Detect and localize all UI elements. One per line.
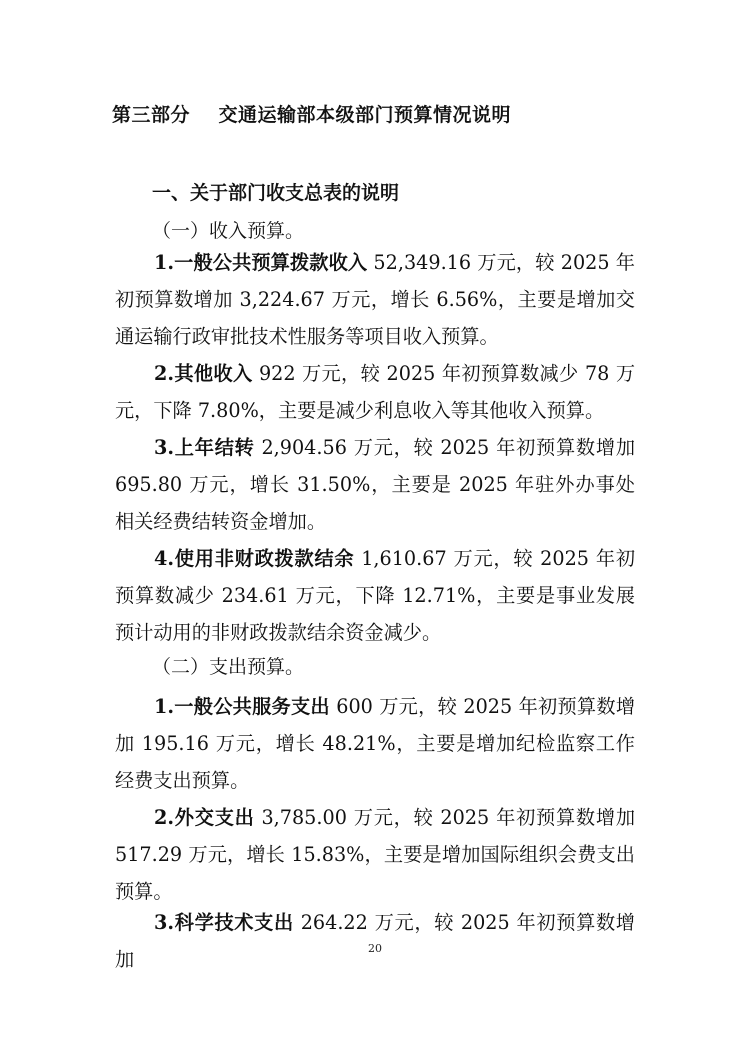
expense-paragraph-2 xyxy=(115,799,635,910)
income-item-2-lead: 2.其他收入 xyxy=(154,362,253,385)
income-item-1-lead: 1.一般公共预算拨款收入 xyxy=(154,251,368,274)
expense-item-1-body: 600 万元，较 2025 年初预算数增加 195.16 万元，增长 48.21%，主要是增加纪检监察工作经费支出预算。 xyxy=(115,695,636,792)
expense-item-3-body: 264.22 万元，较 2025 年初预算数增加 xyxy=(115,911,635,971)
income-paragraph-2 xyxy=(115,355,635,429)
income-item-2-body: 922 万元，较 2025 年初预算数减少 78 万元，下降 7.80%，主要是减少利息收入等其他收入预算。 xyxy=(115,362,636,422)
expense-item-2-body: 3,785.00 万元，较 2025 年初预算数增加 517.29 万元，增长 15.83%，主要是增加国际组织会费支出预算。 xyxy=(115,806,636,903)
income-item-3-body: 2,904.56 万元，较 2025 年初预算数增加 695.80 万元，增长 31.50%，主要是 2025 年驻外办事处相关经费结转资金增加。 xyxy=(115,436,636,533)
expense-item-2-lead: 2.外交支出 xyxy=(154,806,255,829)
income-item-1-body: 52,349.16 万元，较 2025 年初预算数增加 3,224.67 万元，增长 6.56%，主要是增加交通运输行政审批技术性服务等项目收入预算。 xyxy=(115,251,635,348)
income-paragraph-1 xyxy=(115,244,635,355)
expense-paragraph-3 xyxy=(115,904,635,978)
expense-item-3-lead: 3.科学技术支出 xyxy=(154,911,294,934)
expense-item-1-lead: 1.一般公共服务支出 xyxy=(154,695,330,718)
income-heading: （一）收入预算。 xyxy=(152,220,305,242)
section-heading: 一、关于部门收支总表的说明 xyxy=(152,182,400,204)
income-item-4-lead: 4.使用非财政拨款结余 xyxy=(154,547,355,570)
income-paragraph-4 xyxy=(115,540,635,651)
expense-heading: （二）支出预算。 xyxy=(152,656,305,678)
page-number: 20 xyxy=(368,942,382,955)
part-title: 第三部分 交通运输部本级部门预算情况说明 xyxy=(112,104,511,126)
expense-paragraph-1 xyxy=(115,688,635,799)
income-item-3-lead: 3.上年结转 xyxy=(154,436,255,459)
income-item-4-body: 1,610.67 万元，较 2025 年初预算数减少 234.61 万元，下降 12.71%，主要是事业发展预计动用的非财政拨款结余资金减少。 xyxy=(115,547,636,644)
income-paragraph-3 xyxy=(115,429,635,540)
